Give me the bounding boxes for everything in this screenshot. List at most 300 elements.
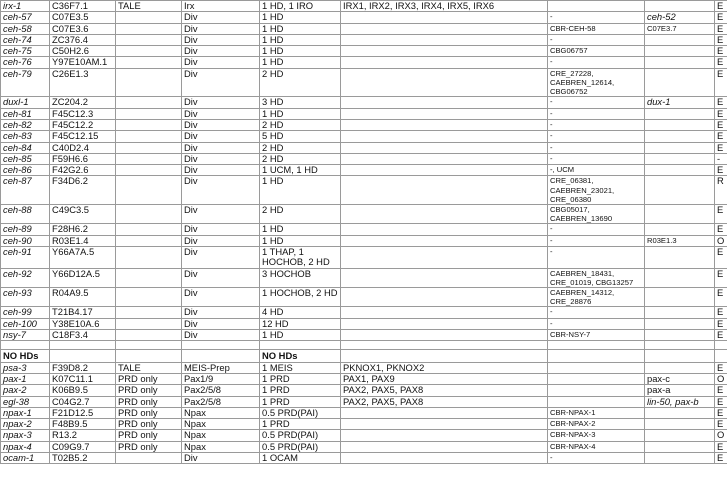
family-cell: Irx <box>182 1 260 12</box>
expression-cell: E <box>715 385 727 396</box>
other-name-cell <box>645 57 715 68</box>
domains-cell: 2 HD <box>260 205 341 224</box>
family-cell: Div <box>182 288 260 307</box>
domains-cell: 0.5 PRD(PAI) <box>260 407 341 418</box>
domains-cell: 1 HD <box>260 34 341 45</box>
expression-cell: E <box>715 330 727 341</box>
expression-cell: E <box>715 68 727 97</box>
table-row <box>1 46 727 57</box>
gene-name-cell: nsy-7 <box>1 330 50 341</box>
other-name-cell <box>645 362 715 373</box>
family-cell: MEIS-Prep <box>182 362 260 373</box>
sequence-name-cell: R04A9.5 <box>50 288 116 307</box>
human-ortholog-cell <box>341 307 548 318</box>
gene-name-cell: ceh-93 <box>1 288 50 307</box>
table-row <box>1 205 727 224</box>
domains-cell: 0.5 PRD(PAI) <box>260 441 341 452</box>
gene-name-cell: ceh-83 <box>1 131 50 142</box>
table-row <box>1 1 727 12</box>
table-row <box>1 362 727 373</box>
sequence-name-cell: ZC376.4 <box>50 34 116 45</box>
expression-cell: E <box>715 46 727 57</box>
section-header-cell <box>116 350 182 362</box>
domains-cell: 1 UCM, 1 HD <box>260 165 341 176</box>
sequence-name-cell: F48B9.5 <box>50 419 116 430</box>
sequence-name-cell: C04G2.7 <box>50 396 116 407</box>
table-row <box>1 235 727 246</box>
human-ortholog-cell <box>341 441 548 452</box>
class-cell <box>116 46 182 57</box>
other-name-cell <box>645 307 715 318</box>
human-ortholog-cell <box>341 205 548 224</box>
human-ortholog-cell <box>341 108 548 119</box>
class-cell: PRD only <box>116 373 182 384</box>
table-row <box>1 385 727 396</box>
domains-cell: 1 HD <box>260 224 341 235</box>
expression-cell: E <box>715 23 727 34</box>
human-ortholog-cell <box>341 12 548 23</box>
gene-name-cell: ceh-87 <box>1 176 50 205</box>
gene-name-cell: egl-38 <box>1 396 50 407</box>
gene-name-cell: irx-1 <box>1 1 50 12</box>
other-name-cell: C07E3.7 <box>645 23 715 34</box>
human-ortholog-cell <box>341 235 548 246</box>
family-cell: Div <box>182 318 260 329</box>
briggsae-ortholog-cell: CBR-NPAX-3 <box>548 430 645 441</box>
class-cell: TALE <box>116 1 182 12</box>
briggsae-ortholog-cell: CBR-CEH-58 <box>548 23 645 34</box>
other-name-cell <box>645 330 715 341</box>
expression-cell: E <box>715 318 727 329</box>
section-header-cell <box>715 350 727 362</box>
other-name-cell <box>645 108 715 119</box>
class-cell <box>116 268 182 287</box>
gene-name-cell: ceh-82 <box>1 119 50 130</box>
human-ortholog-cell: PAX1, PAX9 <box>341 373 548 384</box>
human-ortholog-cell <box>341 176 548 205</box>
other-name-cell <box>645 430 715 441</box>
other-name-cell <box>645 153 715 164</box>
other-name-cell: pax-c <box>645 373 715 384</box>
sequence-name-cell: R13.2 <box>50 430 116 441</box>
table-row <box>1 23 727 34</box>
other-name-cell <box>645 1 715 12</box>
domains-cell: 1 THAP, 1 HOCHOB, 2 HD <box>260 247 341 269</box>
sequence-name-cell: T02B5.2 <box>50 453 116 464</box>
human-ortholog-cell <box>341 34 548 45</box>
briggsae-ortholog-cell <box>548 396 645 407</box>
sequence-name-cell: C49C3.5 <box>50 205 116 224</box>
table-row <box>1 68 727 97</box>
domains-cell: 1 OCAM <box>260 453 341 464</box>
human-ortholog-cell <box>341 430 548 441</box>
table-row <box>1 224 727 235</box>
section-header-gene: NO HDs <box>1 350 50 362</box>
sequence-name-cell: F45C12.2 <box>50 119 116 130</box>
other-name-cell <box>645 165 715 176</box>
table-row <box>1 373 727 384</box>
gene-name-cell: npax-2 <box>1 419 50 430</box>
other-name-cell <box>645 318 715 329</box>
section-header-domains: NO HDs <box>260 350 341 362</box>
expression-cell: O <box>715 430 727 441</box>
domains-cell: 2 HD <box>260 119 341 130</box>
section-header-cell <box>50 350 116 362</box>
sequence-name-cell: F45C12.15 <box>50 131 116 142</box>
domains-cell: 1 HD <box>260 23 341 34</box>
other-name-cell: R03E1.3 <box>645 235 715 246</box>
table-row <box>1 407 727 418</box>
expression-cell: E <box>715 407 727 418</box>
family-cell: Div <box>182 57 260 68</box>
expression-cell: E <box>715 396 727 407</box>
briggsae-ortholog-cell <box>548 385 645 396</box>
domains-cell: 1 HD <box>260 235 341 246</box>
table-row <box>1 12 727 23</box>
class-cell <box>116 68 182 97</box>
domains-cell: 5 HD <box>260 131 341 142</box>
class-cell <box>116 131 182 142</box>
briggsae-ortholog-cell: CAEBREN_14312, CRE_28876 <box>548 288 645 307</box>
human-ortholog-cell <box>341 131 548 142</box>
section-header-cell <box>548 350 645 362</box>
class-cell <box>116 142 182 153</box>
family-cell: Div <box>182 131 260 142</box>
gene-name-cell: ceh-88 <box>1 205 50 224</box>
table-row <box>1 268 727 287</box>
family-cell: Npax <box>182 419 260 430</box>
expression-cell: E <box>715 1 727 12</box>
family-cell: Pax2/5/8 <box>182 396 260 407</box>
spacer-cell <box>341 341 548 350</box>
sequence-name-cell: Y66D12A.5 <box>50 268 116 287</box>
domains-cell: 3 HOCHOB <box>260 268 341 287</box>
family-cell: Div <box>182 153 260 164</box>
class-cell <box>116 205 182 224</box>
table-row <box>1 396 727 407</box>
sequence-name-cell: F28H6.2 <box>50 224 116 235</box>
domains-cell: 12 HD <box>260 318 341 329</box>
table-row <box>1 430 727 441</box>
spacer-cell <box>182 341 260 350</box>
expression-cell: R <box>715 176 727 205</box>
expression-cell: E <box>715 57 727 68</box>
gene-name-cell: npax-1 <box>1 407 50 418</box>
expression-cell: E <box>715 12 727 23</box>
other-name-cell <box>645 268 715 287</box>
human-ortholog-cell <box>341 247 548 269</box>
other-name-cell: lin-50, pax-b <box>645 396 715 407</box>
family-cell: Div <box>182 330 260 341</box>
gene-name-cell: ceh-81 <box>1 108 50 119</box>
sequence-name-cell: C09G9.7 <box>50 441 116 452</box>
gene-name-cell: ceh-74 <box>1 34 50 45</box>
human-ortholog-cell <box>341 57 548 68</box>
gene-name-cell: pax-2 <box>1 385 50 396</box>
table-row <box>1 318 727 329</box>
human-ortholog-cell <box>341 288 548 307</box>
other-name-cell <box>645 119 715 130</box>
gene-name-cell: duxl-1 <box>1 97 50 108</box>
briggsae-ortholog-cell: - <box>548 307 645 318</box>
sequence-name-cell: Y97E10AM.1 <box>50 57 116 68</box>
domains-cell: 1 PRD <box>260 373 341 384</box>
gene-name-cell: psa-3 <box>1 362 50 373</box>
sequence-name-cell: F39D8.2 <box>50 362 116 373</box>
briggsae-ortholog-cell: - <box>548 108 645 119</box>
spacer-row <box>1 341 727 350</box>
family-cell: Div <box>182 165 260 176</box>
class-cell <box>116 23 182 34</box>
table-row <box>1 142 727 153</box>
human-ortholog-cell: PAX2, PAX5, PAX8 <box>341 385 548 396</box>
human-ortholog-cell: PAX2, PAX5, PAX8 <box>341 396 548 407</box>
human-ortholog-cell <box>341 330 548 341</box>
class-cell <box>116 224 182 235</box>
other-name-cell <box>645 68 715 97</box>
sequence-name-cell: F34D6.2 <box>50 176 116 205</box>
expression-cell: E <box>715 205 727 224</box>
table-row <box>1 153 727 164</box>
table-row <box>1 57 727 68</box>
briggsae-ortholog-cell: CBG05017, CAEBREN_13690 <box>548 205 645 224</box>
family-cell: Npax <box>182 441 260 452</box>
sequence-name-cell: K07C11.1 <box>50 373 116 384</box>
family-cell: Npax <box>182 407 260 418</box>
spacer-cell <box>645 341 715 350</box>
family-cell: Div <box>182 176 260 205</box>
sequence-name-cell: C07E3.5 <box>50 12 116 23</box>
family-cell: Div <box>182 247 260 269</box>
gene-name-cell: ceh-57 <box>1 12 50 23</box>
briggsae-ortholog-cell: CBR-NPAX-1 <box>548 407 645 418</box>
briggsae-ortholog-cell <box>548 1 645 12</box>
class-cell <box>116 330 182 341</box>
expression-cell: E <box>715 165 727 176</box>
family-cell: Npax <box>182 430 260 441</box>
briggsae-ortholog-cell: - <box>548 453 645 464</box>
class-cell: PRD only <box>116 407 182 418</box>
expression-cell: O <box>715 235 727 246</box>
spacer-cell <box>1 341 50 350</box>
class-cell <box>116 57 182 68</box>
expression-cell: E <box>715 453 727 464</box>
spacer-cell <box>116 341 182 350</box>
class-cell <box>116 318 182 329</box>
gene-name-cell: ceh-85 <box>1 153 50 164</box>
table-row <box>1 176 727 205</box>
domains-cell: 2 HD <box>260 153 341 164</box>
briggsae-ortholog-cell: - <box>548 34 645 45</box>
sequence-name-cell: F45C12.3 <box>50 108 116 119</box>
briggsae-ortholog-cell: - <box>548 12 645 23</box>
table-row <box>1 330 727 341</box>
class-cell <box>116 247 182 269</box>
gene-name-cell: ceh-91 <box>1 247 50 269</box>
other-name-cell <box>645 453 715 464</box>
family-cell: Div <box>182 205 260 224</box>
briggsae-ortholog-cell: - <box>548 224 645 235</box>
expression-cell: E <box>715 34 727 45</box>
expression-cell: E <box>715 131 727 142</box>
class-cell: PRD only <box>116 430 182 441</box>
class-cell: TALE <box>116 362 182 373</box>
class-cell <box>116 235 182 246</box>
class-cell <box>116 34 182 45</box>
section-header-cell <box>182 350 260 362</box>
briggsae-ortholog-cell: - <box>548 235 645 246</box>
family-cell: Div <box>182 235 260 246</box>
briggsae-ortholog-cell: CRE_06381, CAEBREN_23021, CRE_06380 <box>548 176 645 205</box>
expression-cell: E <box>715 224 727 235</box>
domains-cell: 1 HD <box>260 330 341 341</box>
briggsae-ortholog-cell: CAEBREN_18431, CRE_01019, CBG13257 <box>548 268 645 287</box>
briggsae-ortholog-cell: - <box>548 97 645 108</box>
spacer-cell <box>715 341 727 350</box>
gene-name-cell: ceh-90 <box>1 235 50 246</box>
briggsae-ortholog-cell: -, UCM <box>548 165 645 176</box>
other-name-cell <box>645 131 715 142</box>
class-cell <box>116 119 182 130</box>
expression-cell: E <box>715 362 727 373</box>
class-cell: PRD only <box>116 396 182 407</box>
class-cell <box>116 97 182 108</box>
table-row <box>1 131 727 142</box>
sequence-name-cell: F42G2.6 <box>50 165 116 176</box>
gene-name-cell: ocam-1 <box>1 453 50 464</box>
domains-cell: 3 HD <box>260 97 341 108</box>
gene-name-cell: pax-1 <box>1 373 50 384</box>
other-name-cell <box>645 419 715 430</box>
sequence-name-cell: F21D12.5 <box>50 407 116 418</box>
other-name-cell <box>645 176 715 205</box>
domains-cell: 1 PRD <box>260 396 341 407</box>
family-cell: Pax2/5/8 <box>182 385 260 396</box>
table-row <box>1 97 727 108</box>
table-row <box>1 108 727 119</box>
other-name-cell: ceh-52 <box>645 12 715 23</box>
family-cell: Div <box>182 23 260 34</box>
family-cell: Div <box>182 46 260 57</box>
sequence-name-cell: ZC204.2 <box>50 97 116 108</box>
expression-cell: E <box>715 307 727 318</box>
class-cell <box>116 307 182 318</box>
expression-cell: E <box>715 288 727 307</box>
domains-cell: 0.5 PRD(PAI) <box>260 430 341 441</box>
table-row <box>1 119 727 130</box>
domains-cell: 1 HD, 1 IRO <box>260 1 341 12</box>
briggsae-ortholog-cell: - <box>548 57 645 68</box>
domains-cell: 2 HD <box>260 68 341 97</box>
family-cell: Div <box>182 224 260 235</box>
human-ortholog-cell <box>341 46 548 57</box>
sequence-name-cell: C18F3.4 <box>50 330 116 341</box>
briggsae-ortholog-cell: CBG06757 <box>548 46 645 57</box>
sequence-name-cell: C36F7.1 <box>50 1 116 12</box>
family-cell: Div <box>182 97 260 108</box>
expression-cell: E <box>715 268 727 287</box>
spacer-cell <box>260 341 341 350</box>
family-cell: Div <box>182 119 260 130</box>
briggsae-ortholog-cell: - <box>548 142 645 153</box>
section-header-row <box>1 350 727 362</box>
briggsae-ortholog-cell: - <box>548 153 645 164</box>
human-ortholog-cell <box>341 119 548 130</box>
sequence-name-cell: C07E3.6 <box>50 23 116 34</box>
other-name-cell <box>645 224 715 235</box>
domains-cell: 1 HOCHOB, 2 HD <box>260 288 341 307</box>
expression-cell: E <box>715 441 727 452</box>
family-cell: Div <box>182 453 260 464</box>
domains-cell: 1 PRD <box>260 419 341 430</box>
gene-name-cell: ceh-100 <box>1 318 50 329</box>
gene-name-cell: ceh-58 <box>1 23 50 34</box>
sequence-name-cell: Y38E10A.6 <box>50 318 116 329</box>
human-ortholog-cell <box>341 419 548 430</box>
table-row <box>1 441 727 452</box>
other-name-cell <box>645 407 715 418</box>
domains-cell: 2 HD <box>260 142 341 153</box>
human-ortholog-cell <box>341 23 548 34</box>
sequence-name-cell: C50H2.6 <box>50 46 116 57</box>
sequence-name-cell: T21B4.17 <box>50 307 116 318</box>
table-row <box>1 247 727 269</box>
gene-name-cell: ceh-89 <box>1 224 50 235</box>
briggsae-ortholog-cell: CBR-NPAX-2 <box>548 419 645 430</box>
briggsae-ortholog-cell: CRE_27228, CAEBREN_12614, CBG06752 <box>548 68 645 97</box>
class-cell <box>116 153 182 164</box>
gene-name-cell: ceh-99 <box>1 307 50 318</box>
human-ortholog-cell <box>341 97 548 108</box>
class-cell <box>116 288 182 307</box>
human-ortholog-cell: IRX1, IRX2, IRX3, IRX4, IRX5, IRX6 <box>341 1 548 12</box>
expression-cell: E <box>715 108 727 119</box>
section-header-cell <box>645 350 715 362</box>
other-name-cell <box>645 247 715 269</box>
briggsae-ortholog-cell <box>548 373 645 384</box>
sequence-name-cell: F59H6.6 <box>50 153 116 164</box>
class-cell: PRD only <box>116 419 182 430</box>
table-row <box>1 288 727 307</box>
human-ortholog-cell <box>341 407 548 418</box>
briggsae-ortholog-cell <box>548 362 645 373</box>
other-name-cell <box>645 46 715 57</box>
briggsae-ortholog-cell: - <box>548 318 645 329</box>
class-cell: PRD only <box>116 385 182 396</box>
expression-cell: E <box>715 419 727 430</box>
sequence-name-cell: K06B9.5 <box>50 385 116 396</box>
class-cell <box>116 165 182 176</box>
other-name-cell <box>645 205 715 224</box>
human-ortholog-cell: PKNOX1, PKNOX2 <box>341 362 548 373</box>
family-cell: Div <box>182 68 260 97</box>
briggsae-ortholog-cell: CBR-NPAX-4 <box>548 441 645 452</box>
class-cell <box>116 12 182 23</box>
domains-cell: 1 MEIS <box>260 362 341 373</box>
briggsae-ortholog-cell: CBR-NSY-7 <box>548 330 645 341</box>
domains-cell: 1 HD <box>260 108 341 119</box>
human-ortholog-cell <box>341 224 548 235</box>
expression-cell: E <box>715 142 727 153</box>
other-name-cell <box>645 288 715 307</box>
table-row <box>1 34 727 45</box>
family-cell: Div <box>182 12 260 23</box>
human-ortholog-cell <box>341 153 548 164</box>
sequence-name-cell: C26E1.3 <box>50 68 116 97</box>
domains-cell: 1 HD <box>260 176 341 205</box>
family-cell: Div <box>182 142 260 153</box>
table-row <box>1 307 727 318</box>
